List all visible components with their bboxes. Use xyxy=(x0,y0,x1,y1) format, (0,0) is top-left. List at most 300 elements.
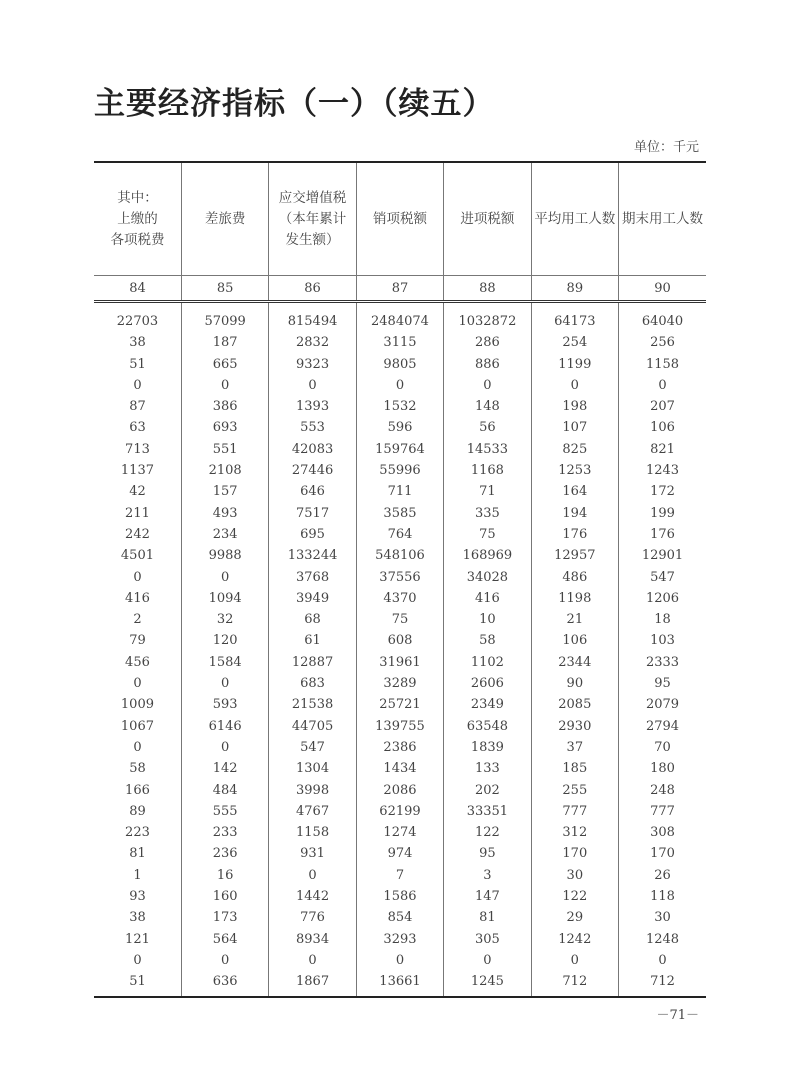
table-cell: 0 xyxy=(356,950,443,971)
table-cell: 16 xyxy=(181,865,268,886)
table-row xyxy=(94,865,706,886)
table-cell: 44705 xyxy=(269,716,356,737)
column-header-line: 期末用工人数 xyxy=(622,210,704,227)
spacer-row xyxy=(94,302,706,312)
table-cell: 1243 xyxy=(619,460,706,481)
table-cell: 122 xyxy=(444,822,531,843)
table-row xyxy=(94,971,706,992)
table-cell: 68 xyxy=(269,609,356,630)
table-row xyxy=(94,801,706,822)
table-cell: 974 xyxy=(356,843,443,864)
table-cell: 58 xyxy=(444,630,531,651)
table-cell: 1199 xyxy=(531,354,618,375)
table-cell: 133244 xyxy=(269,545,356,566)
table-cell: 51 xyxy=(129,356,146,372)
table-cell: 646 xyxy=(269,481,356,502)
table-cell: 2930 xyxy=(531,716,618,737)
table-cell: 133 xyxy=(444,758,531,779)
column-number: 87 xyxy=(356,276,443,302)
table-cell: 75 xyxy=(356,609,443,630)
table-cell: 555 xyxy=(181,801,268,822)
table-cell: 3 xyxy=(444,865,531,886)
table-cell: 693 xyxy=(181,417,268,438)
table-cell: 1009 xyxy=(120,697,154,713)
spacer-cell xyxy=(94,993,181,997)
table-cell: 34028 xyxy=(444,567,531,588)
table-cell: 21538 xyxy=(269,694,356,715)
table-cell: 168969 xyxy=(444,545,531,566)
table-cell: 26 xyxy=(619,865,706,886)
table-cell: 0 xyxy=(269,375,356,396)
table-cell: 12901 xyxy=(619,545,706,566)
table-row xyxy=(94,354,706,375)
table-cell: 37556 xyxy=(356,567,443,588)
table-cell: 22703 xyxy=(116,314,159,329)
table-cell: 2606 xyxy=(444,673,531,694)
table-cell: 63548 xyxy=(444,716,531,737)
table-row xyxy=(94,524,706,545)
table-cell: 3998 xyxy=(269,780,356,801)
table-cell: 37 xyxy=(531,737,618,758)
table-cell: 62199 xyxy=(356,801,443,822)
table-cell: 1198 xyxy=(531,588,618,609)
column-header-line: 平均用工人数 xyxy=(534,210,616,227)
table-row xyxy=(94,907,706,928)
table-cell: 1245 xyxy=(444,971,531,992)
table-cell: 32 xyxy=(181,609,268,630)
spacer-cell xyxy=(619,302,706,312)
table-cell: 18 xyxy=(619,609,706,630)
table-cell: 548106 xyxy=(356,545,443,566)
column-number: 86 xyxy=(269,276,356,302)
table-cell: 81 xyxy=(129,846,146,862)
table-cell: 95 xyxy=(619,673,706,694)
table-cell: 713 xyxy=(125,441,150,457)
table-cell: 0 xyxy=(181,737,268,758)
unit-label: 单位：千元 xyxy=(633,140,699,155)
table-cell: 1158 xyxy=(619,354,706,375)
table-cell: 185 xyxy=(531,758,618,779)
column-number: 89 xyxy=(531,276,618,302)
table-row xyxy=(94,822,706,843)
table-row xyxy=(94,545,706,566)
table-cell: 2085 xyxy=(531,694,618,715)
column-header-line: 差旅费 xyxy=(204,210,246,227)
table-cell: 25721 xyxy=(356,694,443,715)
table-cell: 2344 xyxy=(531,652,618,673)
table-row xyxy=(94,652,706,673)
table-cell: 42 xyxy=(129,484,146,500)
table-row xyxy=(94,460,706,481)
table-cell: 0 xyxy=(531,950,618,971)
table-cell: 233 xyxy=(181,822,268,843)
table-cell: 160 xyxy=(181,886,268,907)
table-cell: 1442 xyxy=(269,886,356,907)
table-cell: 547 xyxy=(269,737,356,758)
table-cell: 6146 xyxy=(181,716,268,737)
table-cell: 1067 xyxy=(120,718,154,734)
table-cell: 199 xyxy=(619,503,706,524)
table-row xyxy=(94,481,706,502)
table-cell: 0 xyxy=(181,950,268,971)
column-header-line: 各项税费 xyxy=(110,231,165,248)
table-cell: 1094 xyxy=(181,588,268,609)
table-cell: 312 xyxy=(531,822,618,843)
table-cell: 170 xyxy=(531,843,618,864)
table-row xyxy=(94,843,706,864)
table-cell: 416 xyxy=(125,590,150,606)
table-cell: 308 xyxy=(619,822,706,843)
column-number: 85 xyxy=(181,276,268,302)
table-cell: 2086 xyxy=(356,780,443,801)
table-cell: 3768 xyxy=(269,567,356,588)
page-number: －71－ xyxy=(656,1008,699,1023)
spacer-cell xyxy=(356,302,443,312)
table-cell: 3115 xyxy=(356,332,443,353)
table-cell: 2108 xyxy=(181,460,268,481)
table-cell: 70 xyxy=(619,737,706,758)
table-cell: 712 xyxy=(531,971,618,992)
table-cell: 256 xyxy=(619,332,706,353)
table-cell: 30 xyxy=(531,865,618,886)
column-header xyxy=(531,162,618,276)
table-row xyxy=(94,609,706,630)
table-row xyxy=(94,375,706,396)
table-cell: 120 xyxy=(181,630,268,651)
table-cell: 0 xyxy=(619,950,706,971)
column-number: 88 xyxy=(444,276,531,302)
table-cell: 75 xyxy=(444,524,531,545)
column-header xyxy=(444,162,531,276)
table-cell: 486 xyxy=(531,567,618,588)
table-row xyxy=(94,311,706,332)
column-header-line: （本年累计 xyxy=(278,210,347,227)
table-cell: 27446 xyxy=(269,460,356,481)
table-cell: 107 xyxy=(531,417,618,438)
table-cell: 665 xyxy=(181,354,268,375)
table-cell: 1393 xyxy=(269,396,356,417)
table-row xyxy=(94,737,706,758)
column-header xyxy=(269,162,356,276)
table-cell: 33351 xyxy=(444,801,531,822)
table-cell: 386 xyxy=(181,396,268,417)
table-cell: 3949 xyxy=(269,588,356,609)
table-cell: 122 xyxy=(531,886,618,907)
table-cell: 142 xyxy=(181,758,268,779)
spacer-cell xyxy=(531,302,618,312)
table-cell: 2386 xyxy=(356,737,443,758)
table-cell: 57099 xyxy=(181,311,268,332)
table-cell: 8934 xyxy=(269,929,356,950)
table-cell: 1586 xyxy=(356,886,443,907)
table-cell: 1839 xyxy=(444,737,531,758)
table-cell: 0 xyxy=(181,673,268,694)
table-cell: 157 xyxy=(181,481,268,502)
table-row xyxy=(94,780,706,801)
table-cell: 416 xyxy=(444,588,531,609)
table-row xyxy=(94,929,706,950)
table-cell: 79 xyxy=(129,633,146,649)
table-cell: 12887 xyxy=(269,652,356,673)
table-cell: 55996 xyxy=(356,460,443,481)
table-row xyxy=(94,332,706,353)
table-cell: 2794 xyxy=(619,716,706,737)
table-cell: 9805 xyxy=(356,354,443,375)
table-cell: 58 xyxy=(129,761,146,777)
table-cell: 593 xyxy=(181,694,268,715)
column-number: 84 xyxy=(94,276,181,302)
column-header-line: 应交增值税 xyxy=(278,189,347,206)
table-cell: 242 xyxy=(125,526,150,542)
table-cell: 139755 xyxy=(356,716,443,737)
table-cell: 170 xyxy=(619,843,706,864)
table-cell: 1304 xyxy=(269,758,356,779)
table-cell: 255 xyxy=(531,780,618,801)
table-row xyxy=(94,694,706,715)
table-cell: 176 xyxy=(531,524,618,545)
table-cell: 95 xyxy=(444,843,531,864)
table-cell: 0 xyxy=(269,950,356,971)
table-cell: 596 xyxy=(356,417,443,438)
table-cell: 0 xyxy=(444,375,531,396)
table-cell: 4370 xyxy=(356,588,443,609)
table-cell: 38 xyxy=(129,335,146,351)
table-cell: 89 xyxy=(129,803,146,819)
table-cell: 7517 xyxy=(269,503,356,524)
table-row xyxy=(94,588,706,609)
table-cell: 64040 xyxy=(619,311,706,332)
table-cell: 187 xyxy=(181,332,268,353)
table-cell: 147 xyxy=(444,886,531,907)
table-cell: 87 xyxy=(129,399,146,415)
table-cell: 202 xyxy=(444,780,531,801)
table-cell: 551 xyxy=(181,439,268,460)
table-cell: 234 xyxy=(181,524,268,545)
table-body xyxy=(94,302,706,997)
table-cell: 1137 xyxy=(120,463,154,479)
table-cell: 1274 xyxy=(356,822,443,843)
table-cell: 13661 xyxy=(356,971,443,992)
table-cell: 3585 xyxy=(356,503,443,524)
column-header xyxy=(356,162,443,276)
column-header-line: 发生额） xyxy=(285,231,340,248)
table-cell: 493 xyxy=(181,503,268,524)
table-row xyxy=(94,396,706,417)
table-cell: 4501 xyxy=(120,548,154,564)
table-cell: 118 xyxy=(619,886,706,907)
table-cell: 695 xyxy=(269,524,356,545)
table-cell: 608 xyxy=(356,630,443,651)
table-cell: 711 xyxy=(356,481,443,502)
table-cell: 335 xyxy=(444,503,531,524)
table-cell: 0 xyxy=(181,375,268,396)
table-row xyxy=(94,417,706,438)
table-row xyxy=(94,716,706,737)
table-cell: 1253 xyxy=(531,460,618,481)
spacer-cell xyxy=(181,993,268,997)
table-cell: 176 xyxy=(619,524,706,545)
column-header xyxy=(94,162,181,276)
table-cell: 148 xyxy=(444,396,531,417)
table-cell: 71 xyxy=(444,481,531,502)
table-cell: 103 xyxy=(619,630,706,651)
table-cell: 825 xyxy=(531,439,618,460)
table-cell: 81 xyxy=(444,907,531,928)
table-cell: 0 xyxy=(269,865,356,886)
table-cell: 194 xyxy=(531,503,618,524)
column-header xyxy=(619,162,706,276)
table-cell: 248 xyxy=(619,780,706,801)
table-cell: 90 xyxy=(531,673,618,694)
table-cell: 2832 xyxy=(269,332,356,353)
table-cell: 305 xyxy=(444,929,531,950)
table-cell: 0 xyxy=(133,739,142,755)
table-cell: 56 xyxy=(444,417,531,438)
table-cell: 29 xyxy=(531,907,618,928)
table-cell: 31961 xyxy=(356,652,443,673)
column-header-line: 上缴的 xyxy=(117,210,158,227)
spacer-cell xyxy=(356,993,443,997)
spacer-cell xyxy=(531,993,618,997)
table-cell: 886 xyxy=(444,354,531,375)
column-header-line: 进项税额 xyxy=(460,210,515,227)
table-cell: 1242 xyxy=(531,929,618,950)
table-cell: 236 xyxy=(181,843,268,864)
table-cell: 1206 xyxy=(619,588,706,609)
table-cell: 0 xyxy=(444,950,531,971)
table-cell: 1168 xyxy=(444,460,531,481)
table-cell: 21 xyxy=(531,609,618,630)
column-header-line: 其中： xyxy=(117,189,158,206)
table-cell: 484 xyxy=(181,780,268,801)
table-row xyxy=(94,673,706,694)
table-row xyxy=(94,630,706,651)
table-cell: 456 xyxy=(125,654,150,670)
table-cell: 254 xyxy=(531,332,618,353)
spacer-cell xyxy=(444,302,531,312)
table-cell: 172 xyxy=(619,481,706,502)
table-cell: 38 xyxy=(129,910,146,926)
spacer-cell xyxy=(444,993,531,997)
table-cell: 0 xyxy=(356,375,443,396)
table-cell: 173 xyxy=(181,907,268,928)
spacer-cell xyxy=(269,993,356,997)
table-cell: 198 xyxy=(531,396,618,417)
table-cell: 712 xyxy=(619,971,706,992)
spacer-cell xyxy=(181,302,268,312)
table-cell: 9988 xyxy=(181,545,268,566)
table-cell: 0 xyxy=(133,676,142,692)
table-cell: 2484074 xyxy=(356,311,443,332)
table-cell: 2 xyxy=(133,612,142,628)
table-cell: 1248 xyxy=(619,929,706,950)
table-cell: 93 xyxy=(129,889,146,905)
column-number: 90 xyxy=(619,276,706,302)
table-cell: 3293 xyxy=(356,929,443,950)
table-cell: 207 xyxy=(619,396,706,417)
table-cell: 777 xyxy=(619,801,706,822)
table-cell: 106 xyxy=(531,630,618,651)
table-cell: 1032872 xyxy=(444,311,531,332)
table-cell: 0 xyxy=(181,567,268,588)
table-cell: 63 xyxy=(129,420,146,436)
table-cell: 0 xyxy=(133,377,142,393)
table-cell: 30 xyxy=(619,907,706,928)
table-cell: 854 xyxy=(356,907,443,928)
table-row xyxy=(94,503,706,524)
table-row xyxy=(94,758,706,779)
table-cell: 1 xyxy=(133,867,142,883)
table-cell: 683 xyxy=(269,673,356,694)
spacer-cell xyxy=(94,302,181,312)
table-cell: 821 xyxy=(619,439,706,460)
table-cell: 166 xyxy=(125,782,150,798)
table-cell: 159764 xyxy=(356,439,443,460)
header-row xyxy=(94,162,706,276)
table-cell: 764 xyxy=(356,524,443,545)
table-cell: 106 xyxy=(619,417,706,438)
page-title: 主要经济指标（一）（续五） xyxy=(94,86,495,122)
table-cell: 777 xyxy=(531,801,618,822)
table-cell: 121 xyxy=(125,931,150,947)
spacer-row xyxy=(94,993,706,997)
table-cell: 14533 xyxy=(444,439,531,460)
column-header xyxy=(181,162,268,276)
table-cell: 0 xyxy=(133,952,142,968)
column-header-line: 销项税额 xyxy=(372,210,427,227)
table-cell: 180 xyxy=(619,758,706,779)
table-cell: 9323 xyxy=(269,354,356,375)
table-cell: 547 xyxy=(619,567,706,588)
table-cell: 2079 xyxy=(619,694,706,715)
table-cell: 286 xyxy=(444,332,531,353)
table-cell: 815494 xyxy=(269,311,356,332)
table-cell: 164 xyxy=(531,481,618,502)
table-cell: 776 xyxy=(269,907,356,928)
table-cell: 4767 xyxy=(269,801,356,822)
table-cell: 2333 xyxy=(619,652,706,673)
table-cell: 7 xyxy=(356,865,443,886)
economic-indicators-table xyxy=(94,161,706,998)
column-number-row xyxy=(94,276,706,302)
table-cell: 42083 xyxy=(269,439,356,460)
spacer-cell xyxy=(269,302,356,312)
table-cell: 1532 xyxy=(356,396,443,417)
table-cell: 0 xyxy=(531,375,618,396)
table-cell: 1584 xyxy=(181,652,268,673)
table-cell: 636 xyxy=(181,971,268,992)
table-cell: 1102 xyxy=(444,652,531,673)
table-cell: 1158 xyxy=(269,822,356,843)
table-row xyxy=(94,886,706,907)
table-row xyxy=(94,439,706,460)
table-cell: 51 xyxy=(129,974,146,990)
table-cell: 0 xyxy=(619,375,706,396)
table-cell: 211 xyxy=(125,505,150,521)
table-row xyxy=(94,950,706,971)
table-cell: 3289 xyxy=(356,673,443,694)
table-cell: 1434 xyxy=(356,758,443,779)
table-cell: 564 xyxy=(181,929,268,950)
table-cell: 223 xyxy=(125,825,150,841)
table-cell: 2349 xyxy=(444,694,531,715)
table-cell: 0 xyxy=(133,569,142,585)
table-cell: 12957 xyxy=(531,545,618,566)
table-cell: 1867 xyxy=(269,971,356,992)
spacer-cell xyxy=(619,993,706,997)
table-cell: 553 xyxy=(269,417,356,438)
table-cell: 61 xyxy=(269,630,356,651)
